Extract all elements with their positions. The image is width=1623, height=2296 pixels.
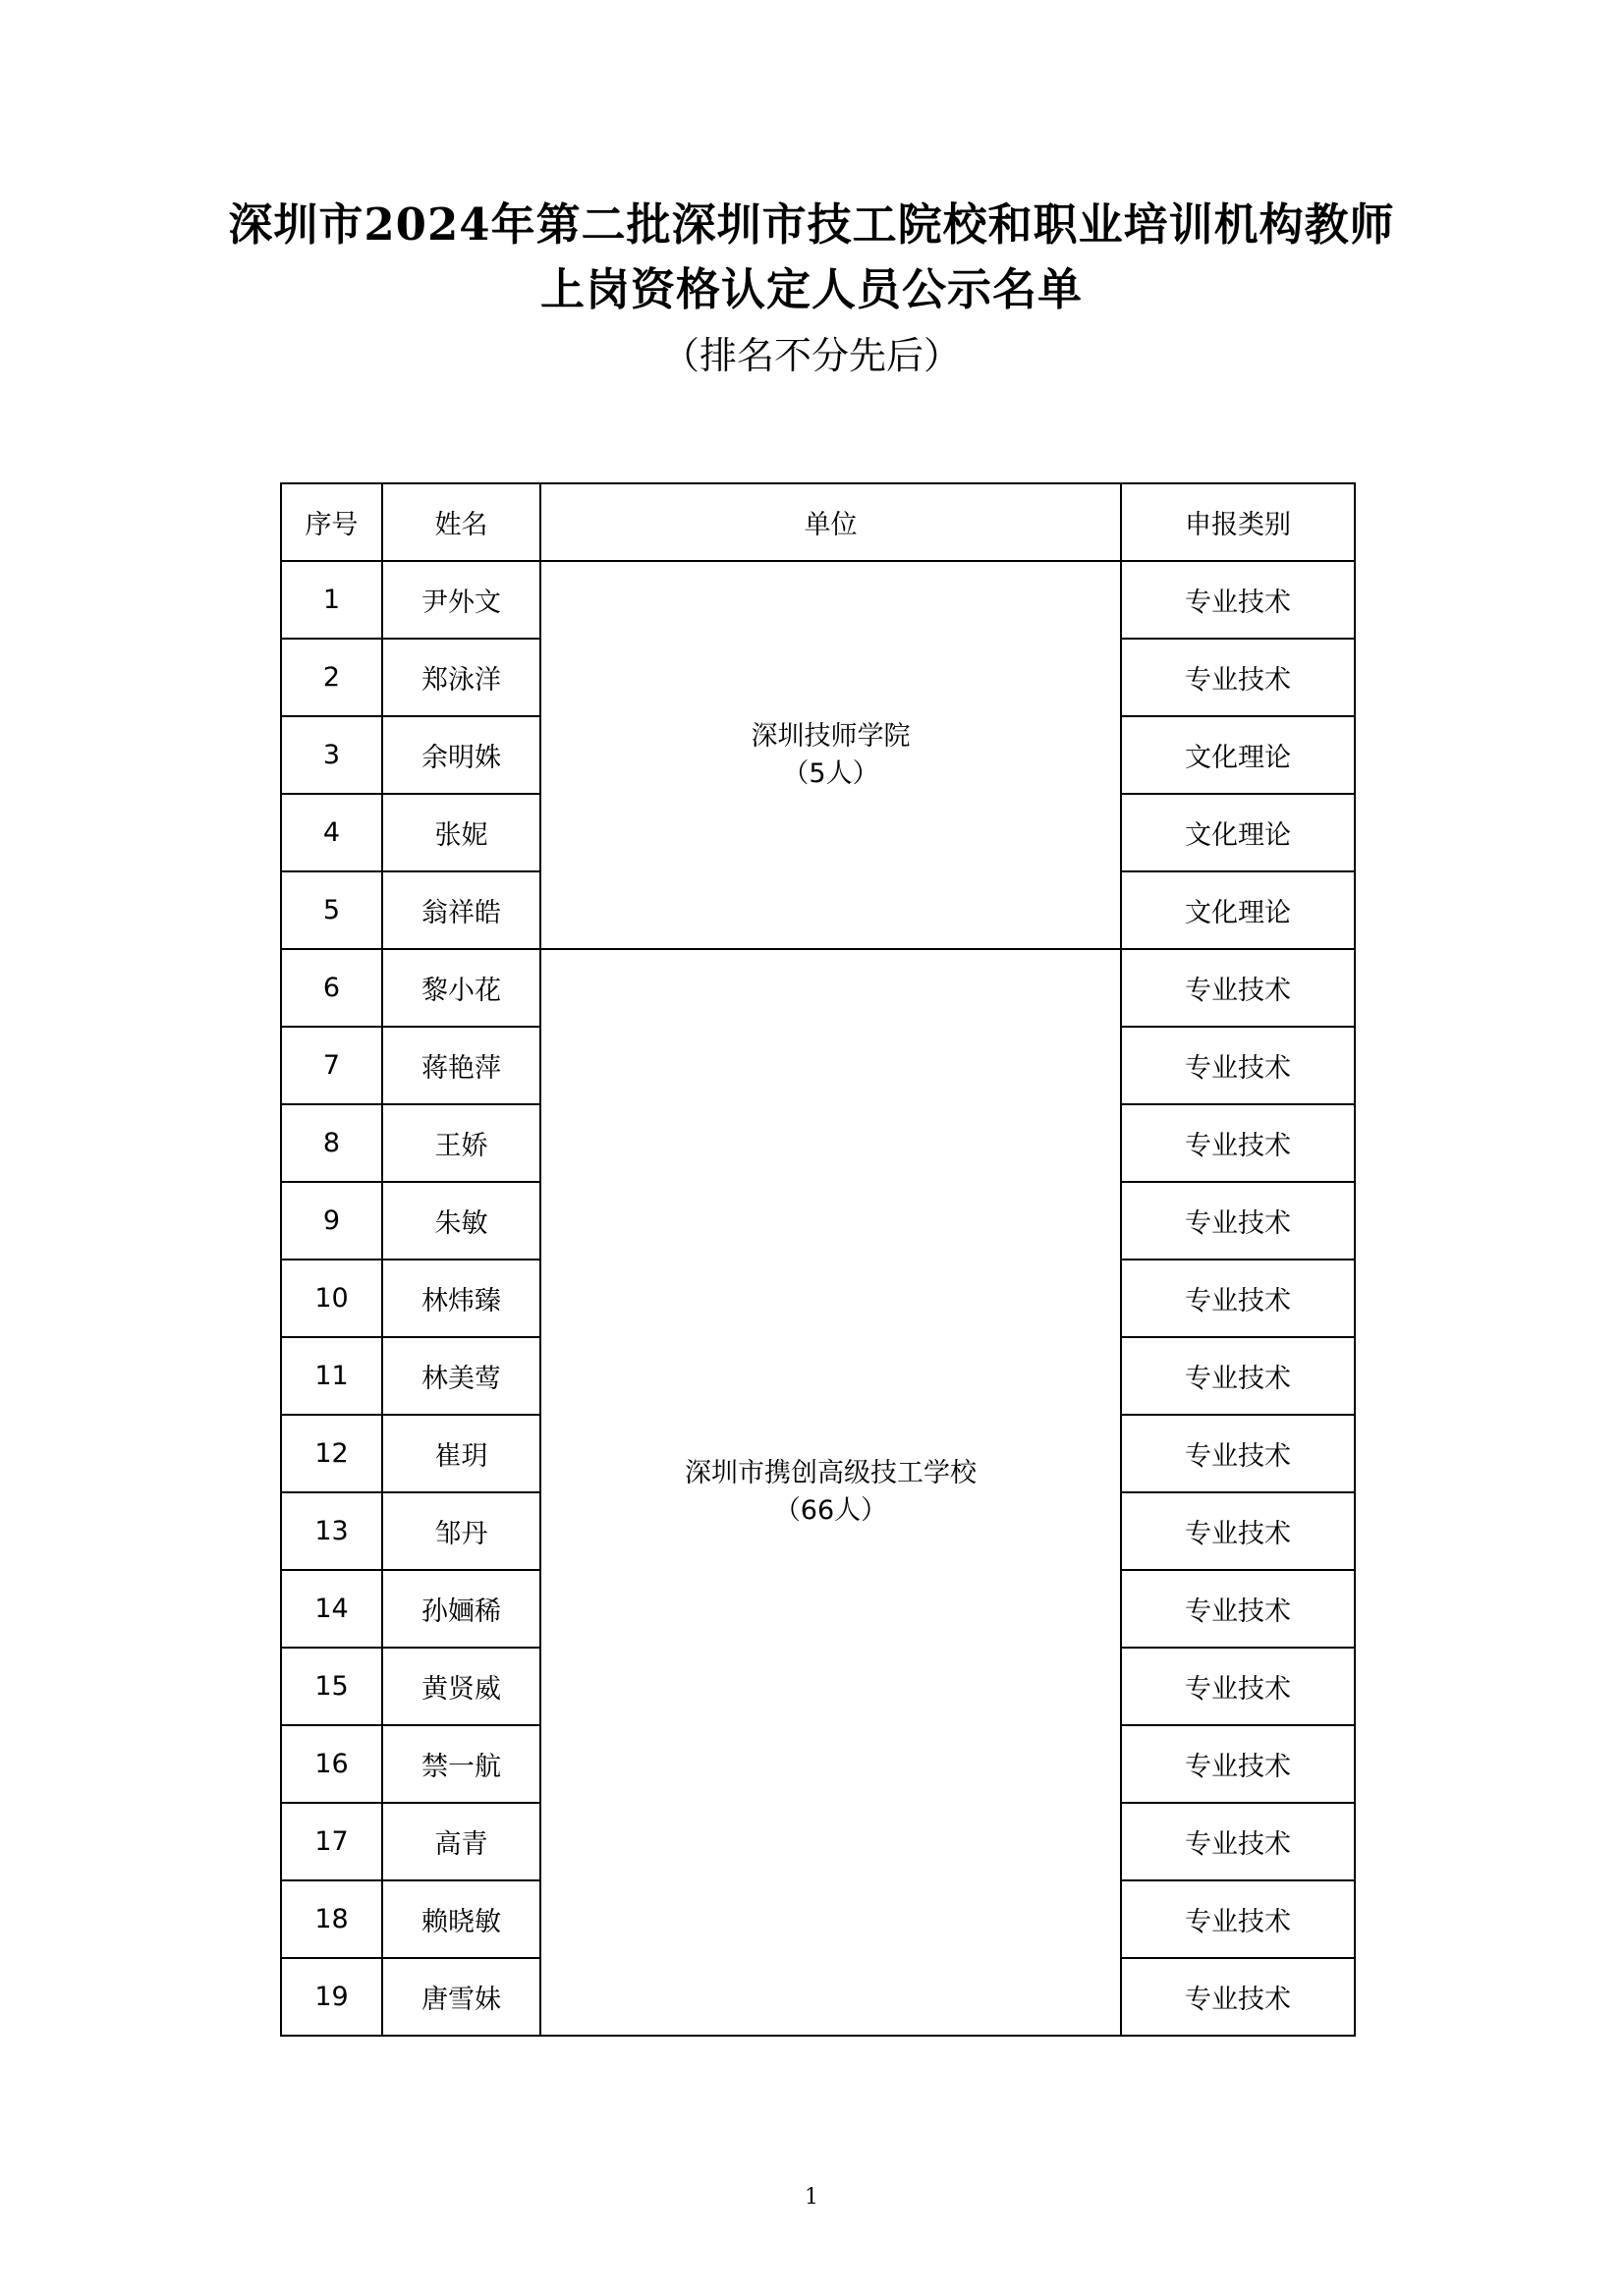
row-name: 赖晓敏 <box>382 1880 540 1958</box>
unit-count: （66人） <box>773 1495 888 1526</box>
row-name: 王娇 <box>382 1104 540 1182</box>
row-index: 3 <box>281 716 382 794</box>
row-category: 专业技术 <box>1121 1027 1355 1104</box>
row-category: 专业技术 <box>1121 561 1355 639</box>
table-row <box>281 561 1355 639</box>
row-index: 19 <box>281 1958 382 2036</box>
table-header-row <box>281 483 1355 561</box>
row-name: 高青 <box>382 1803 540 1880</box>
row-index: 15 <box>281 1648 382 1725</box>
row-category: 文化理论 <box>1121 716 1355 794</box>
row-index: 11 <box>281 1337 382 1415</box>
page-title-line-2: 上岗资格认定人员公示名单 <box>539 263 1083 315</box>
roster-table <box>280 482 1356 2037</box>
unit-name: 深圳技师学院 <box>751 720 911 752</box>
row-category: 专业技术 <box>1121 1648 1355 1725</box>
row-category: 专业技术 <box>1121 1337 1355 1415</box>
header-index: 序号 <box>281 483 382 561</box>
row-category: 专业技术 <box>1121 1415 1355 1492</box>
row-category: 专业技术 <box>1121 1570 1355 1648</box>
row-index: 9 <box>281 1182 382 1260</box>
row-name: 林炜臻 <box>382 1260 540 1337</box>
row-category: 文化理论 <box>1121 871 1355 949</box>
row-category: 专业技术 <box>1121 1880 1355 1958</box>
row-index: 5 <box>281 871 382 949</box>
row-name: 朱敏 <box>382 1182 540 1260</box>
row-index: 2 <box>281 639 382 716</box>
row-name: 余明姝 <box>382 716 540 794</box>
row-index: 1 <box>281 561 382 639</box>
row-index: 13 <box>281 1492 382 1570</box>
page-subtitle: （排名不分先后） <box>661 334 961 377</box>
row-index: 18 <box>281 1880 382 1958</box>
row-name: 邹丹 <box>382 1492 540 1570</box>
row-category: 专业技术 <box>1121 1182 1355 1260</box>
unit-cell-group-1 <box>540 561 1121 949</box>
row-category: 文化理论 <box>1121 794 1355 871</box>
row-index: 10 <box>281 1260 382 1337</box>
row-index: 14 <box>281 1570 382 1648</box>
row-name: 林美莺 <box>382 1337 540 1415</box>
row-index: 17 <box>281 1803 382 1880</box>
row-index: 12 <box>281 1415 382 1492</box>
row-name: 尹外文 <box>382 561 540 639</box>
row-name: 翁祥皓 <box>382 871 540 949</box>
row-name: 唐雪妹 <box>382 1958 540 2036</box>
row-name: 禁一航 <box>382 1725 540 1803</box>
header-unit: 单位 <box>540 483 1121 561</box>
row-category: 专业技术 <box>1121 1803 1355 1880</box>
unit-cell-group-2 <box>540 949 1121 2036</box>
row-index: 7 <box>281 1027 382 1104</box>
row-index: 16 <box>281 1725 382 1803</box>
row-category: 专业技术 <box>1121 949 1355 1027</box>
document-header <box>0 193 1623 385</box>
row-name: 蒋艳萍 <box>382 1027 540 1104</box>
row-index: 4 <box>281 794 382 871</box>
row-index: 8 <box>281 1104 382 1182</box>
row-category: 专业技术 <box>1121 639 1355 716</box>
row-category: 专业技术 <box>1121 1104 1355 1182</box>
table-row <box>281 949 1355 1027</box>
header-category: 申报类别 <box>1121 483 1355 561</box>
row-category: 专业技术 <box>1121 1725 1355 1803</box>
row-category: 专业技术 <box>1121 1958 1355 2036</box>
row-name: 黎小花 <box>382 949 540 1027</box>
row-name: 孙婳稀 <box>382 1570 540 1648</box>
row-name: 张妮 <box>382 794 540 871</box>
page-title-line-1: 深圳市2024年第二批深圳市技工院校和职业培训机构教师 <box>228 198 1395 251</box>
row-name: 崔玥 <box>382 1415 540 1492</box>
unit-count: （5人） <box>782 757 879 789</box>
page-number: 1 <box>805 2185 818 2210</box>
row-category: 专业技术 <box>1121 1492 1355 1570</box>
row-name: 黄贤威 <box>382 1648 540 1725</box>
header-name: 姓名 <box>382 483 540 561</box>
row-category: 专业技术 <box>1121 1260 1355 1337</box>
unit-name: 深圳市携创高级技工学校 <box>685 1458 977 1488</box>
row-index: 6 <box>281 949 382 1027</box>
row-name: 郑泳洋 <box>382 639 540 716</box>
